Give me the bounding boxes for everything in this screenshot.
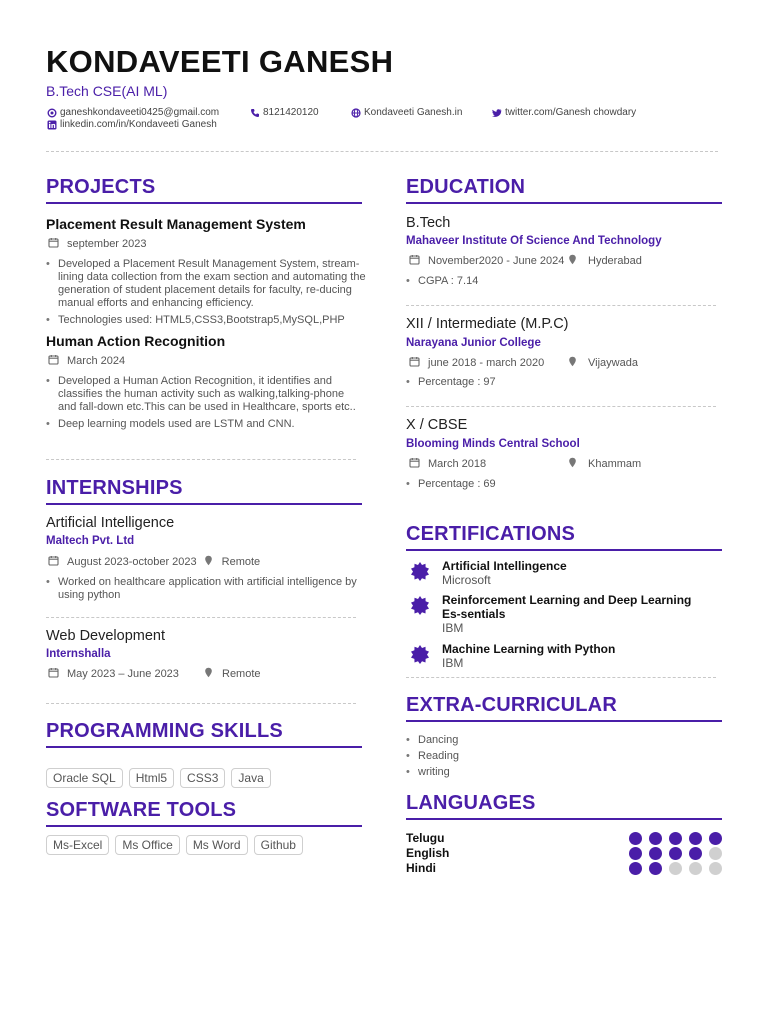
project-title: Placement Result Management System <box>46 216 306 232</box>
skill-chip: Html5 <box>129 768 174 788</box>
internship-company: Internshalla <box>46 648 111 660</box>
contact-email-text: ganeshkondaveeti0425@gmail.com <box>60 107 220 118</box>
education-school: Mahaveer Institute Of Science And Technology <box>406 235 662 247</box>
project-date <box>48 354 125 368</box>
internship-location: Remote <box>222 668 261 680</box>
location-pin-icon <box>567 457 578 471</box>
education-date: june 2018 - march 2020 <box>428 357 545 369</box>
internship-location: Remote <box>221 556 261 568</box>
programming-skills-heading: PROGRAMMING SKILLS <box>46 720 283 742</box>
level-dot <box>669 862 682 875</box>
contact-linkedin[interactable] <box>47 119 217 130</box>
software-tools-list <box>46 835 303 855</box>
programming-skills-rule <box>46 746 362 748</box>
language-row <box>406 846 722 860</box>
education-meta <box>409 254 564 268</box>
certification-issuer: Microsoft <box>442 573 491 587</box>
certifications-heading: CERTIFICATIONS <box>406 523 576 545</box>
bullet-item: • Worked on healthcare application with artificial intelligence by using python <box>46 576 362 602</box>
calendar-icon <box>48 237 59 251</box>
language-level <box>629 832 722 845</box>
candidate-role: B.Tech CSE(AI ML) <box>46 83 168 99</box>
education-location-text: Khammam <box>588 458 642 470</box>
bullet-item: • Developed a Human Action Recognition, it identifies and classifies the human activity such as walking,talking-phone and fall-down etc.This can be used in Healthcare, sports etc.. <box>46 375 356 414</box>
contact-twitter-text: twitter.com/Ganesh chowdary <box>505 107 637 118</box>
education-degree: B.Tech <box>406 215 451 231</box>
education-details <box>406 478 722 495</box>
extra-curricular-list <box>406 734 722 782</box>
software-tools-rule <box>46 825 362 827</box>
contact-phone[interactable] <box>250 107 319 118</box>
bullet-item: • writing <box>406 766 722 779</box>
language-row <box>406 861 722 875</box>
award-badge-icon <box>410 644 430 664</box>
languages-rule <box>406 818 722 820</box>
education-meta <box>409 457 486 471</box>
education-location <box>567 356 638 370</box>
language-name: English <box>406 846 450 860</box>
tool-chip: Ms-Excel <box>46 835 109 855</box>
internships-divider <box>46 703 356 704</box>
contact-phone-text: 8121420120 <box>263 107 319 118</box>
bullet-item: • Dancing <box>406 734 722 747</box>
level-dot <box>649 862 662 875</box>
bullet-item: • CGPA : 7.14 <box>406 275 722 288</box>
level-dot <box>649 847 662 860</box>
education-school: Blooming Minds Central School <box>406 438 580 450</box>
header-divider <box>46 151 718 152</box>
level-dot <box>689 862 702 875</box>
project-bullets <box>46 258 370 331</box>
calendar-icon <box>409 356 420 370</box>
software-tools-heading: SOFTWARE TOOLS <box>46 799 237 821</box>
calendar-icon <box>48 667 59 681</box>
education-details <box>406 376 722 393</box>
education-degree: X / CBSE <box>406 417 468 433</box>
globe-icon <box>351 108 361 118</box>
location-pin-icon <box>203 667 214 681</box>
contact-website-text: Kondaveeti Ganesh.in <box>364 107 463 118</box>
education-degree: XII / Intermediate (M.P.C) <box>406 316 569 332</box>
contact-website[interactable] <box>351 107 462 118</box>
certification-name: Artificial Intellingence <box>442 559 567 573</box>
languages-heading: LANGUAGES <box>406 792 536 814</box>
level-dot <box>629 832 642 845</box>
education-date: November2020 - June 2024 <box>428 255 565 267</box>
level-dot <box>669 832 682 845</box>
contact-email[interactable] <box>47 107 219 118</box>
extra-curricular-rule <box>406 720 722 722</box>
level-dot <box>649 832 662 845</box>
project-date-text: March 2024 <box>67 355 126 367</box>
language-name: Hindi <box>406 861 436 875</box>
skill-chip: Java <box>231 768 270 788</box>
project-date <box>48 237 147 251</box>
level-dot <box>689 832 702 845</box>
location-pin-icon <box>567 254 578 268</box>
education-location-text: Vijaywada <box>588 357 638 369</box>
level-dot <box>709 832 722 845</box>
twitter-icon <box>492 108 502 118</box>
education-school: Narayana Junior College <box>406 337 541 349</box>
language-row <box>406 831 722 845</box>
language-name: Telugu <box>406 831 445 845</box>
certification-name: Machine Learning with Python <box>442 642 616 656</box>
project-bullets <box>46 375 356 435</box>
linkedin-icon <box>47 120 57 130</box>
contact-twitter[interactable] <box>492 107 636 118</box>
internship-bullets <box>46 576 362 606</box>
education-location <box>567 254 642 268</box>
skill-chip: CSS3 <box>180 768 225 788</box>
candidate-name: KONDAVEETI GANESH <box>46 44 394 79</box>
calendar-icon <box>48 555 59 569</box>
projects-rule <box>46 202 362 204</box>
extra-curricular-heading: EXTRA-CURRICULAR <box>406 694 617 716</box>
contact-linkedin-text: linkedin.com/in/Kondaveeti Ganesh <box>60 119 217 130</box>
certification-item <box>410 642 712 670</box>
projects-heading: PROJECTS <box>46 176 156 198</box>
location-pin-icon <box>567 356 578 370</box>
location-pin-icon <box>203 555 214 569</box>
calendar-icon <box>48 354 59 368</box>
project-title: Human Action Recognition <box>46 333 226 349</box>
internship-role: Web Development <box>46 628 166 644</box>
award-badge-icon <box>410 595 430 615</box>
internship-date: May 2023 – June 2023 <box>67 668 179 680</box>
education-divider <box>406 305 716 306</box>
education-location <box>567 457 641 471</box>
internships-rule <box>46 503 362 505</box>
language-level <box>629 862 722 875</box>
internships-heading: INTERNSHIPS <box>46 477 183 499</box>
level-dot <box>629 847 642 860</box>
level-dot <box>689 847 702 860</box>
calendar-icon <box>409 254 420 268</box>
education-details <box>406 275 722 292</box>
tool-chip: Github <box>254 835 303 855</box>
internship-meta <box>48 555 260 569</box>
bullet-item: • Percentage : 69 <box>406 478 722 491</box>
bullet-item: • Technologies used: HTML5,CSS3,Bootstrap5,MySQL,PHP <box>46 314 370 327</box>
education-rule <box>406 202 722 204</box>
internship-date: August 2023-october 2023 <box>67 556 197 568</box>
level-dot <box>709 847 722 860</box>
certification-name: Reinforcement Learning and Deep Learning Es-sentials <box>442 593 692 621</box>
certification-item <box>410 593 712 635</box>
bullet-item: • Developed a Placement Result Management System, stream-lining data collection from the exam section and automating the generation of student placement details for faculty, re-ducing manual efforts and enhancing efficiency. <box>46 258 370 310</box>
education-meta <box>409 356 544 370</box>
internship-divider <box>46 617 356 618</box>
certification-issuer: IBM <box>442 621 464 635</box>
certification-issuer: IBM <box>442 656 464 670</box>
projects-divider <box>46 459 356 460</box>
level-dot <box>669 847 682 860</box>
certification-item <box>410 559 712 587</box>
internship-role: Artificial Intelligence <box>46 515 175 531</box>
award-badge-icon <box>410 561 430 581</box>
language-level <box>629 847 722 860</box>
education-divider <box>406 406 716 407</box>
education-heading: EDUCATION <box>406 176 526 198</box>
education-location-text: Hyderabad <box>588 255 642 267</box>
bullet-item: • Reading <box>406 750 722 763</box>
internship-meta <box>48 667 261 681</box>
calendar-icon <box>409 457 420 471</box>
tool-chip: Ms Office <box>115 835 179 855</box>
certifications-divider <box>406 677 716 678</box>
certifications-rule <box>406 549 722 551</box>
internship-company: Maltech Pvt. Ltd <box>46 535 135 547</box>
level-dot <box>709 862 722 875</box>
tool-chip: Ms Word <box>186 835 248 855</box>
project-date-text: september 2023 <box>67 238 147 250</box>
education-date: March 2018 <box>428 458 487 470</box>
programming-skills-list <box>46 768 271 788</box>
bullet-item: • Percentage : 97 <box>406 376 722 389</box>
level-dot <box>629 862 642 875</box>
bullet-item: • Deep learning models used are LSTM and CNN. <box>46 418 356 431</box>
at-icon <box>47 108 57 118</box>
skill-chip: Oracle SQL <box>46 768 123 788</box>
phone-icon <box>250 108 260 118</box>
